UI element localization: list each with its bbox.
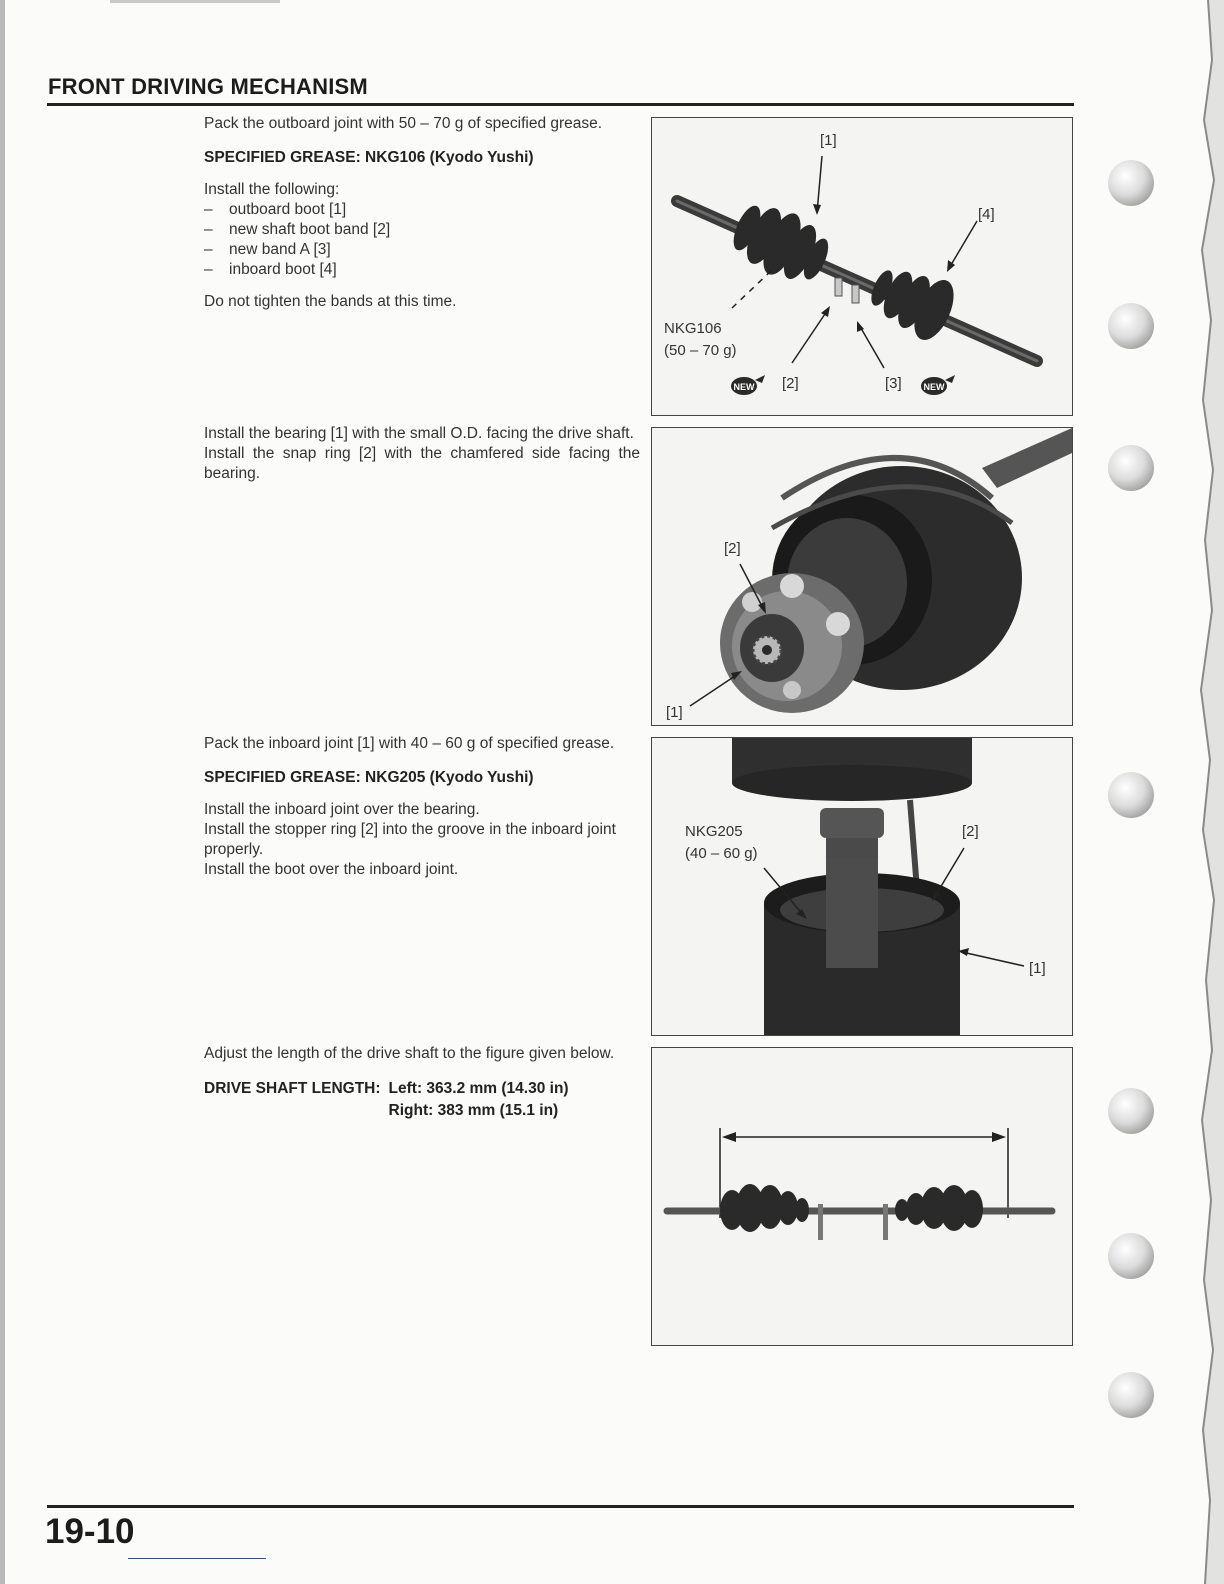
step-2-text — [204, 424, 640, 484]
page-number: 19-10 — [45, 1512, 135, 1551]
callout-2: [2] — [782, 375, 799, 392]
step-4-text — [204, 1044, 640, 1122]
step-3-spec: SPECIFIED GREASE: NKG205 (Kyodo Yushi) — [204, 769, 534, 786]
footer-rule — [47, 1505, 1074, 1508]
figure-bearing — [651, 427, 1073, 726]
binder-hole — [1108, 772, 1154, 818]
binder-hole — [1108, 1233, 1154, 1279]
new-badge-text: NEW — [923, 382, 945, 392]
step-1-spec: SPECIFIED GREASE: NKG106 (Kyodo Yushi) — [204, 149, 534, 166]
section-title: FRONT DRIVING MECHANISM — [48, 74, 368, 99]
grease-quantity: (40 – 60 g) — [685, 845, 758, 862]
list-item: – outboard boot [1] — [204, 201, 347, 218]
top-smudge — [110, 0, 280, 3]
step-3-line: Install the stopper ring [2] into the groove in the inboard joint properly. — [204, 821, 616, 858]
callout-2: [2] — [724, 540, 741, 557]
binder-hole — [1108, 445, 1154, 491]
binder-hole — [1108, 1088, 1154, 1134]
step-3-line: Install the inboard joint over the bearing. — [204, 801, 480, 818]
new-part-icon — [921, 375, 955, 395]
binder-hole — [1108, 303, 1154, 349]
step-1-note: Do not tighten the bands at this time. — [204, 293, 457, 310]
left-edge-shadow — [0, 0, 5, 1584]
bottom-link-underline — [128, 1558, 266, 1559]
step-3-text — [204, 734, 640, 880]
spec-right: Right: 383 mm (15.1 in) — [388, 1102, 559, 1119]
callout-1: [1] — [1029, 960, 1046, 977]
list-item: – new band A [3] — [204, 241, 331, 258]
figure-shaft-length — [651, 1047, 1073, 1346]
spec-left: Left: 363.2 mm (14.30 in) — [388, 1080, 569, 1097]
torn-page-edge — [1194, 0, 1224, 1584]
grease-label: NKG106 — [664, 320, 722, 337]
step-1-text — [204, 114, 640, 312]
grease-label: NKG205 — [685, 823, 743, 840]
drive-shaft-illustration — [652, 118, 1072, 415]
step-1-para: Pack the outboard joint with 50 – 70 g of specified grease. — [204, 115, 603, 132]
callout-2: [2] — [962, 823, 979, 840]
step-3-line: Install the boot over the inboard joint. — [204, 861, 459, 878]
list-item: – new shaft boot band [2] — [204, 221, 391, 238]
step-3-para: Pack the inboard joint [1] with 40 – 60 g of specified grease. — [204, 735, 615, 752]
install-list — [204, 200, 640, 280]
callout-4: [4] — [978, 206, 995, 223]
inboard-joint-illustration — [652, 738, 1072, 1035]
new-part-icon — [731, 375, 765, 395]
step-2-para-2: Install the snap ring [2] with the chamfered side facing the bearing. — [204, 445, 640, 482]
step-1-intro: Install the following: — [204, 181, 340, 198]
callout-1: [1] — [666, 704, 683, 721]
drive-shaft-length-spec — [204, 1078, 569, 1122]
figure-outboard-boot — [651, 117, 1073, 416]
step-2-para-1: Install the bearing [1] with the small O.D. facing the drive shaft. — [204, 425, 634, 442]
spec-label: DRIVE SHAFT LENGTH: — [204, 1080, 381, 1097]
callout-3: [3] — [885, 375, 902, 392]
list-item: – inboard boot [4] — [204, 261, 337, 278]
bearing-illustration — [652, 428, 1072, 725]
callout-1: [1] — [820, 132, 837, 149]
figure-inboard-joint — [651, 737, 1073, 1036]
binder-hole — [1108, 160, 1154, 206]
binder-hole — [1108, 1372, 1154, 1418]
new-badge-text: NEW — [733, 382, 755, 392]
grease-quantity: (50 – 70 g) — [664, 342, 737, 359]
title-rule — [47, 103, 1074, 106]
shaft-length-illustration — [652, 1048, 1072, 1345]
step-4-para: Adjust the length of the drive shaft to the figure given below. — [204, 1045, 615, 1062]
